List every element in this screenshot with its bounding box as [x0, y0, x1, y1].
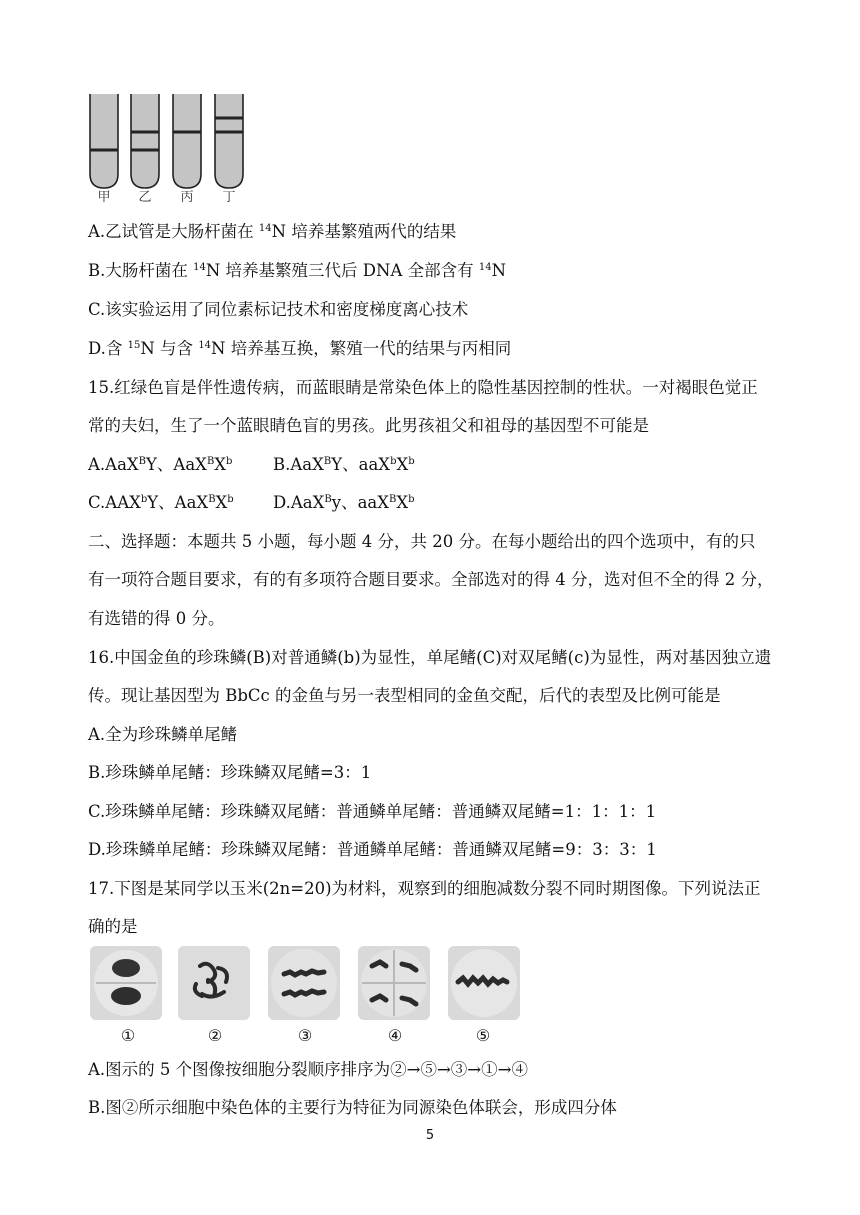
q15-option-d: D.AaX$^B$y、$aaX^BX^b$ — [273, 493, 415, 512]
q14-option-a: A.乙试管是大肠杆菌在 $^{14}$N 培养基繁殖两代的结果 — [88, 222, 457, 241]
q14-option-d: D.含 $^{15}$N 与含 $^{14}$N 培养基互换，繁殖一代的结果与丙相同 — [88, 339, 512, 358]
q17-option-a: A.图示的 5 个图像按细胞分裂顺序排序为②→⑤→③→①→④ — [88, 1060, 528, 1079]
q16-option-a: A.全为珍珠鳞单尾鳍 — [88, 725, 238, 744]
q15-stem-line1: 15.红绿色盲是伴性遗传病，而蓝眼睛是常染色体上的隐性基因控制的性状。一对褐眼色觉正 — [88, 378, 758, 397]
micrograph-label-3: ③ — [297, 1026, 313, 1045]
micrograph-label-2: ② — [207, 1026, 223, 1045]
q14-option-c: C.该实验运用了同位素标记技术和密度梯度离心技术 — [88, 300, 469, 319]
q17-stem-line1: 17.下图是某同学以玉米(2n=20)为材料，观察到的细胞减数分裂不同时期图像。下列说法正 — [88, 879, 761, 898]
tube-yi — [131, 94, 159, 188]
tube-ding — [215, 94, 243, 188]
tube-label-jia: 甲 — [97, 190, 111, 205]
q15-option-b: B.AaX$^B$Y、$aaX^bX^b$ — [273, 455, 415, 474]
q14-option-b: B.大肠杆菌在 $^{14}$N 培养基繁殖三代后 DNA 全部含有 $^{14}$N — [88, 261, 507, 280]
tube-jia — [90, 94, 118, 188]
section2-line3: 有选错的得 0 分。 — [88, 609, 225, 628]
tube-label-yi: 乙 — [138, 190, 152, 205]
q17-option-b: B.图②所示细胞中染色体的主要行为特征为同源染色体联会，形成四分体 — [88, 1098, 617, 1117]
page-number: 5 — [425, 1128, 435, 1143]
q15-option-c: C.AAX$^b$Y、$AaX^BX^b$ — [88, 493, 234, 512]
q15-option-a: A.AaX$^B$Y、$AaX^BX^b$ — [88, 455, 233, 474]
q16-option-c: C.珍珠鳞单尾鳍：珍珠鳞双尾鳍：普通鳞单尾鳍：普通鳞双尾鳍=1：1：1：1 — [88, 802, 657, 821]
q16-stem-line1: 16.中国金鱼的珍珠鳞(B)对普通鳞(b)为显性，单尾鳍(C)对双尾鳍(c)为显性，两对基因独立遗 — [88, 648, 772, 667]
section2-line2: 有一项符合题目要求，有的有多项符合题目要求。全部选对的得 4 分，选对但不全的得 2 分， — [88, 570, 774, 589]
q16-option-b: B.珍珠鳞单尾鳍：珍珠鳞双尾鳍=3：1 — [88, 763, 372, 782]
micrograph-label-1: ① — [120, 1026, 136, 1045]
micrograph-2 — [178, 946, 250, 1020]
tube-bing — [173, 94, 201, 188]
micrograph-5 — [448, 946, 520, 1020]
tube-label-ding: 丁 — [222, 190, 236, 205]
q16-stem-line2: 传。现让基因型为 BbCc 的金鱼与另一表型相同的金鱼交配，后代的表型及比例可能是 — [88, 686, 721, 705]
q17-stem-line2: 确的是 — [88, 917, 138, 936]
tube-label-bing: 丙 — [180, 190, 194, 205]
micrograph-1 — [90, 946, 162, 1020]
q15-stem-line2: 常的夫妇，生了一个蓝眼睛色盲的男孩。此男孩祖父和祖母的基因型不可能是 — [88, 416, 649, 435]
micrograph-3 — [268, 946, 340, 1020]
q16-option-d: D.珍珠鳞单尾鳍：珍珠鳞双尾鳍：普通鳞单尾鳍：普通鳞双尾鳍=9：3：3：1 — [88, 840, 657, 859]
micrograph-label-5: ⑤ — [475, 1026, 491, 1045]
section2-line1: 二、选择题：本题共 5 小题，每小题 4 分，共 20 分。在每小题给出的四个选项中，有的只 — [88, 532, 756, 551]
micrograph-4 — [358, 946, 430, 1020]
micrograph-label-4: ④ — [387, 1026, 403, 1045]
